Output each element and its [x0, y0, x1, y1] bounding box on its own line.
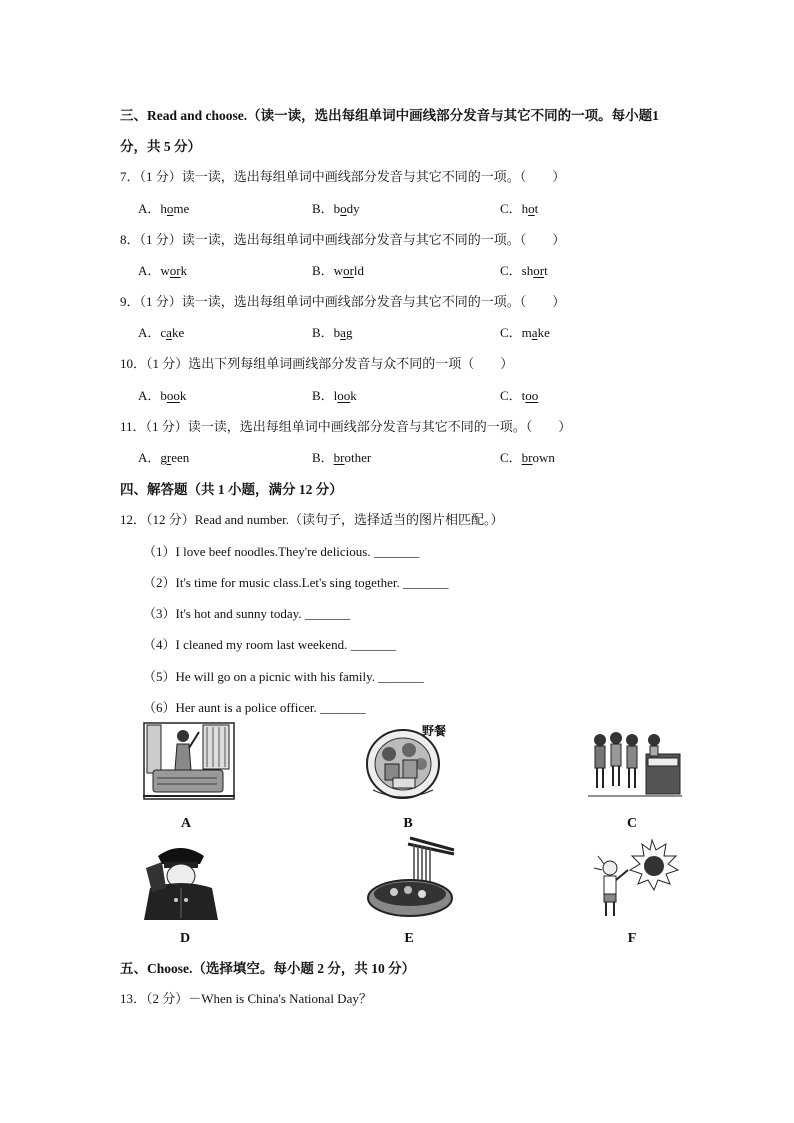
question-stem: 11．（1 分）读一读，选出每组单词中画线部分发音与其它不同的一项。（ ）	[120, 419, 572, 434]
option-c[interactable]: C．short	[500, 263, 548, 278]
sentence-6: （6）Her aunt is a police officer. _______	[143, 700, 366, 715]
question-stem: 10．（1 分）选出下列每组单词画线部分发音与众不同的一项（ ）	[120, 356, 514, 371]
section5-heading: 五、Choose.（选择填空。每小题 2 分，共 10 分）	[120, 961, 416, 976]
sentence-5: （5）He will go on a picnic with his family. _______	[143, 669, 424, 684]
option-a[interactable]: A．green	[138, 450, 190, 465]
option-b[interactable]: B．look	[312, 388, 357, 403]
picture-label-b: B	[403, 816, 413, 831]
option-a[interactable]: A．home	[138, 201, 190, 216]
sentence-4: （4）I cleaned my room last weekend. _______	[143, 637, 397, 652]
question-stem: 8．（1 分）读一读，选出每组单词中画线部分发音与其它不同的一项。（ ）	[120, 232, 566, 247]
picture-e-noodles	[364, 836, 456, 920]
option-c[interactable]: C．brown	[500, 450, 555, 465]
option-a[interactable]: A．book	[138, 388, 187, 403]
picture-label-d: D	[179, 931, 191, 946]
section4-heading: 四、解答题（共 1 小题，满分 12 分）	[120, 482, 343, 497]
picnic-caption: 野餐	[422, 724, 447, 738]
option-a[interactable]: A．cake	[138, 325, 185, 340]
sentence-1: （1）I love beef noodles.They're delicious. _______	[143, 544, 420, 559]
picture-a-cleaning	[143, 722, 235, 800]
question-stem: 7．（1 分）读一读，选出每组单词中画线部分发音与其它不同的一项。（ ）	[120, 169, 566, 184]
picture-f-hot-sunny	[590, 838, 680, 920]
question-12-stem: 12．（12 分）Read and number.（读句子，选择适当的图片相匹配。）	[120, 512, 504, 527]
sentence-3: （3）It's hot and sunny today. _______	[143, 606, 351, 621]
picture-c-music-class	[588, 728, 682, 800]
question-13-stem: 13．（2 分）－When is China's National Day？	[120, 991, 372, 1006]
option-b[interactable]: B．bag	[312, 325, 353, 340]
option-b[interactable]: B．body	[312, 201, 360, 216]
option-c[interactable]: C．too	[500, 388, 539, 403]
option-c[interactable]: C．make	[500, 325, 550, 340]
option-b[interactable]: B．world	[312, 263, 365, 278]
question-stem: 9．（1 分）读一读，选出每组单词中画线部分发音与其它不同的一项。（ ）	[120, 294, 566, 309]
picture-label-f: F	[627, 931, 637, 946]
option-c[interactable]: C．hot	[500, 201, 539, 216]
picture-label-c: C	[626, 816, 638, 831]
section3-heading-line2: 分，共 5 分）	[120, 139, 201, 154]
picture-d-police-officer	[138, 838, 224, 920]
option-a[interactable]: A．work	[138, 263, 188, 278]
option-b[interactable]: B．brother	[312, 450, 372, 465]
sentence-2: （2）It's time for music class.Let's sing together. _______	[143, 575, 449, 590]
picture-label-a: A	[180, 816, 192, 831]
section3-heading-line1: 三、Read and choose.（读一读，选出每组单词中画线部分发音与其它不同的一项。每小题1	[120, 108, 659, 123]
picture-label-e: E	[404, 931, 414, 946]
